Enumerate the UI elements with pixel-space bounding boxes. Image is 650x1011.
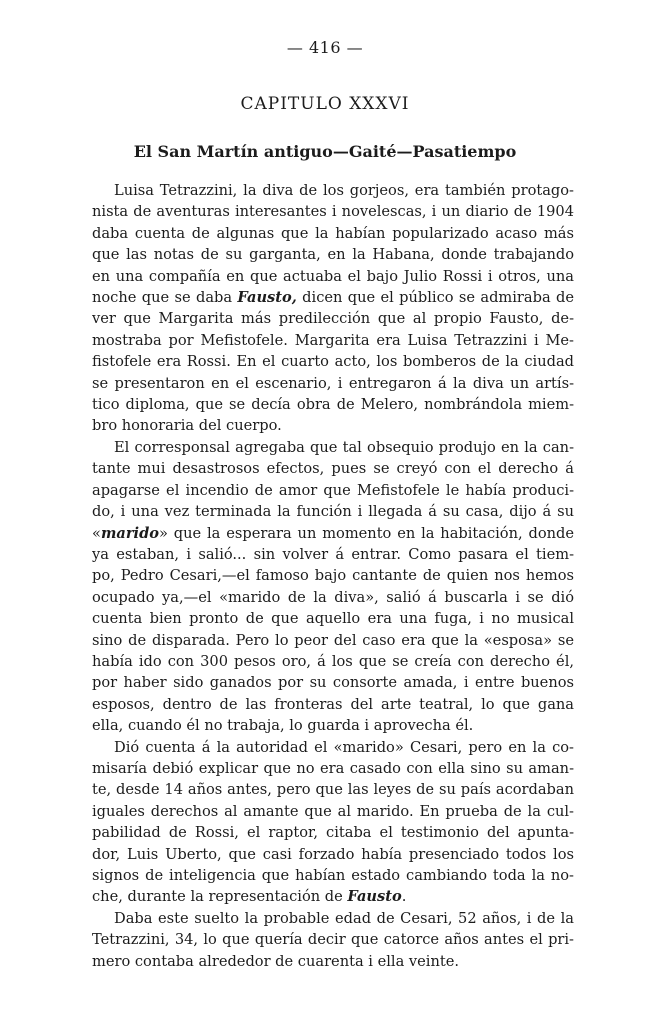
text-line: nista de aventuras interesantes i novelescas, i un diario de 1904	[92, 203, 574, 221]
text-line: El corresponsal agregaba que tal obsequio produjo en la can-	[114, 438, 574, 456]
text-line: te, desde 14 años antes, pero que las leyes de su país acordaban	[92, 781, 574, 799]
text-segment: .	[401, 888, 407, 906]
text-line: bro honoraria del cuerpo.	[92, 417, 282, 435]
text-line: ver que Margarita más predilección que al propio Fausto, de-	[92, 310, 574, 328]
text-line: pabilidad de Rossi, el raptor, citaba el testimonio del apunta-	[92, 824, 574, 842]
text-line	[92, 886, 574, 907]
text-line: iguales derechos al amante que al marido. En prueba de la cul-	[92, 802, 574, 820]
text-line: tico diploma, que se decía obra de Melero, nombrándola miem-	[92, 396, 574, 414]
text-line: Daba este suelto la probable edad de Cesari, 52 años, i de la	[114, 909, 574, 927]
text-segment: dicen que el público se admiraba de	[296, 289, 574, 307]
text-line: ella, cuando él no trabaja, lo guarda i aprovecha él.	[92, 717, 474, 735]
chapter-title: CAPITULO XXXVI	[240, 94, 410, 114]
paragraph	[92, 737, 574, 908]
body-text	[92, 180, 574, 972]
text-line: signos de inteligencia que habían estado cambiando toda la no-	[92, 867, 574, 884]
text-line: apagarse el incendio de amor que Mefistofele le había produci-	[92, 481, 574, 499]
text-segment: noche que se daba	[92, 289, 238, 307]
text-segment: che, durante la representación de	[92, 888, 348, 906]
italic-term: Fausto	[347, 888, 402, 906]
text-line: se presentaron en el escenario, i entregaron á la diva un artís-	[92, 374, 574, 392]
text-line: ya estaban, i salió... sin volver á entrar. Como pasara el tiem-	[92, 545, 574, 563]
text-line: Dió cuenta á la autoridad el «marido» Cesari, pero en la co-	[114, 738, 574, 756]
page-number: — 416 —	[286, 38, 364, 57]
text-line: do, i una vez terminada la función i llegada á su casa, dijo á su	[92, 503, 574, 521]
text-line: había ido con 300 pesos oro, á los que se creía con derecho él,	[92, 652, 574, 670]
text-segment: » que la esperara un momento en la habitación, donde	[159, 524, 574, 542]
text-line: mero contaba alrededor de cuarenta i ella veinte.	[92, 952, 459, 970]
text-line: fistofele era Rossi. En el cuarto acto, los bomberos de la ciudad	[92, 353, 574, 371]
text-line: esposos, dentro de las fronteras del arte teatral, lo que gana	[92, 695, 574, 713]
italic-term: Fausto,	[237, 289, 297, 307]
text-line: po, Pedro Cesari,—el famoso bajo cantante de quien nos hemos	[92, 567, 574, 585]
text-line: mostraba por Mefistofele. Margarita era Luisa Tetrazzini i Me-	[92, 331, 574, 349]
text-line: dor, Luis Uberto, que casi forzado había presenciado todos los	[92, 845, 574, 863]
text-segment: «	[92, 524, 101, 542]
paragraph	[92, 908, 574, 972]
text-line	[92, 523, 574, 544]
text-line: Luisa Tetrazzini, la diva de los gorjeos, era también protago-	[114, 182, 574, 199]
text-line: sino de disparada. Pero lo peor del caso era que la «esposa» se	[92, 631, 574, 649]
section-title: El San Martín antiguo—Gaité—Pasatiempo	[133, 142, 517, 161]
text-line: por haber sido ganados por su consorte amada, i entre buenos	[92, 674, 574, 692]
italic-term: marido	[100, 524, 160, 542]
text-line: Tetrazzini, 34, lo que quería decir que catorce años antes el pri-	[92, 931, 574, 949]
text-line: tante mui desastrosos efectos, pues se creyó con el derecho á	[92, 460, 574, 478]
text-line: en una compañía en que actuaba el bajo Julio Rossi i otros, una	[92, 267, 574, 285]
text-line: daba cuenta de algunas que la habían popularizado acaso más	[92, 224, 574, 242]
text-line: cuenta bien pronto de que aquello era una fuga, i no musical	[92, 610, 574, 628]
text-line: misaría debió explicar que no era casado con ella sino su aman-	[92, 759, 574, 777]
text-line	[92, 287, 574, 308]
text-line: que las notas de su garganta, en la Habana, donde trabajando	[92, 246, 574, 264]
paragraph	[92, 180, 574, 437]
paragraph	[92, 437, 574, 737]
text-line: ocupado ya,—el «marido de la diva», salió á buscarla i se dió	[92, 588, 574, 606]
